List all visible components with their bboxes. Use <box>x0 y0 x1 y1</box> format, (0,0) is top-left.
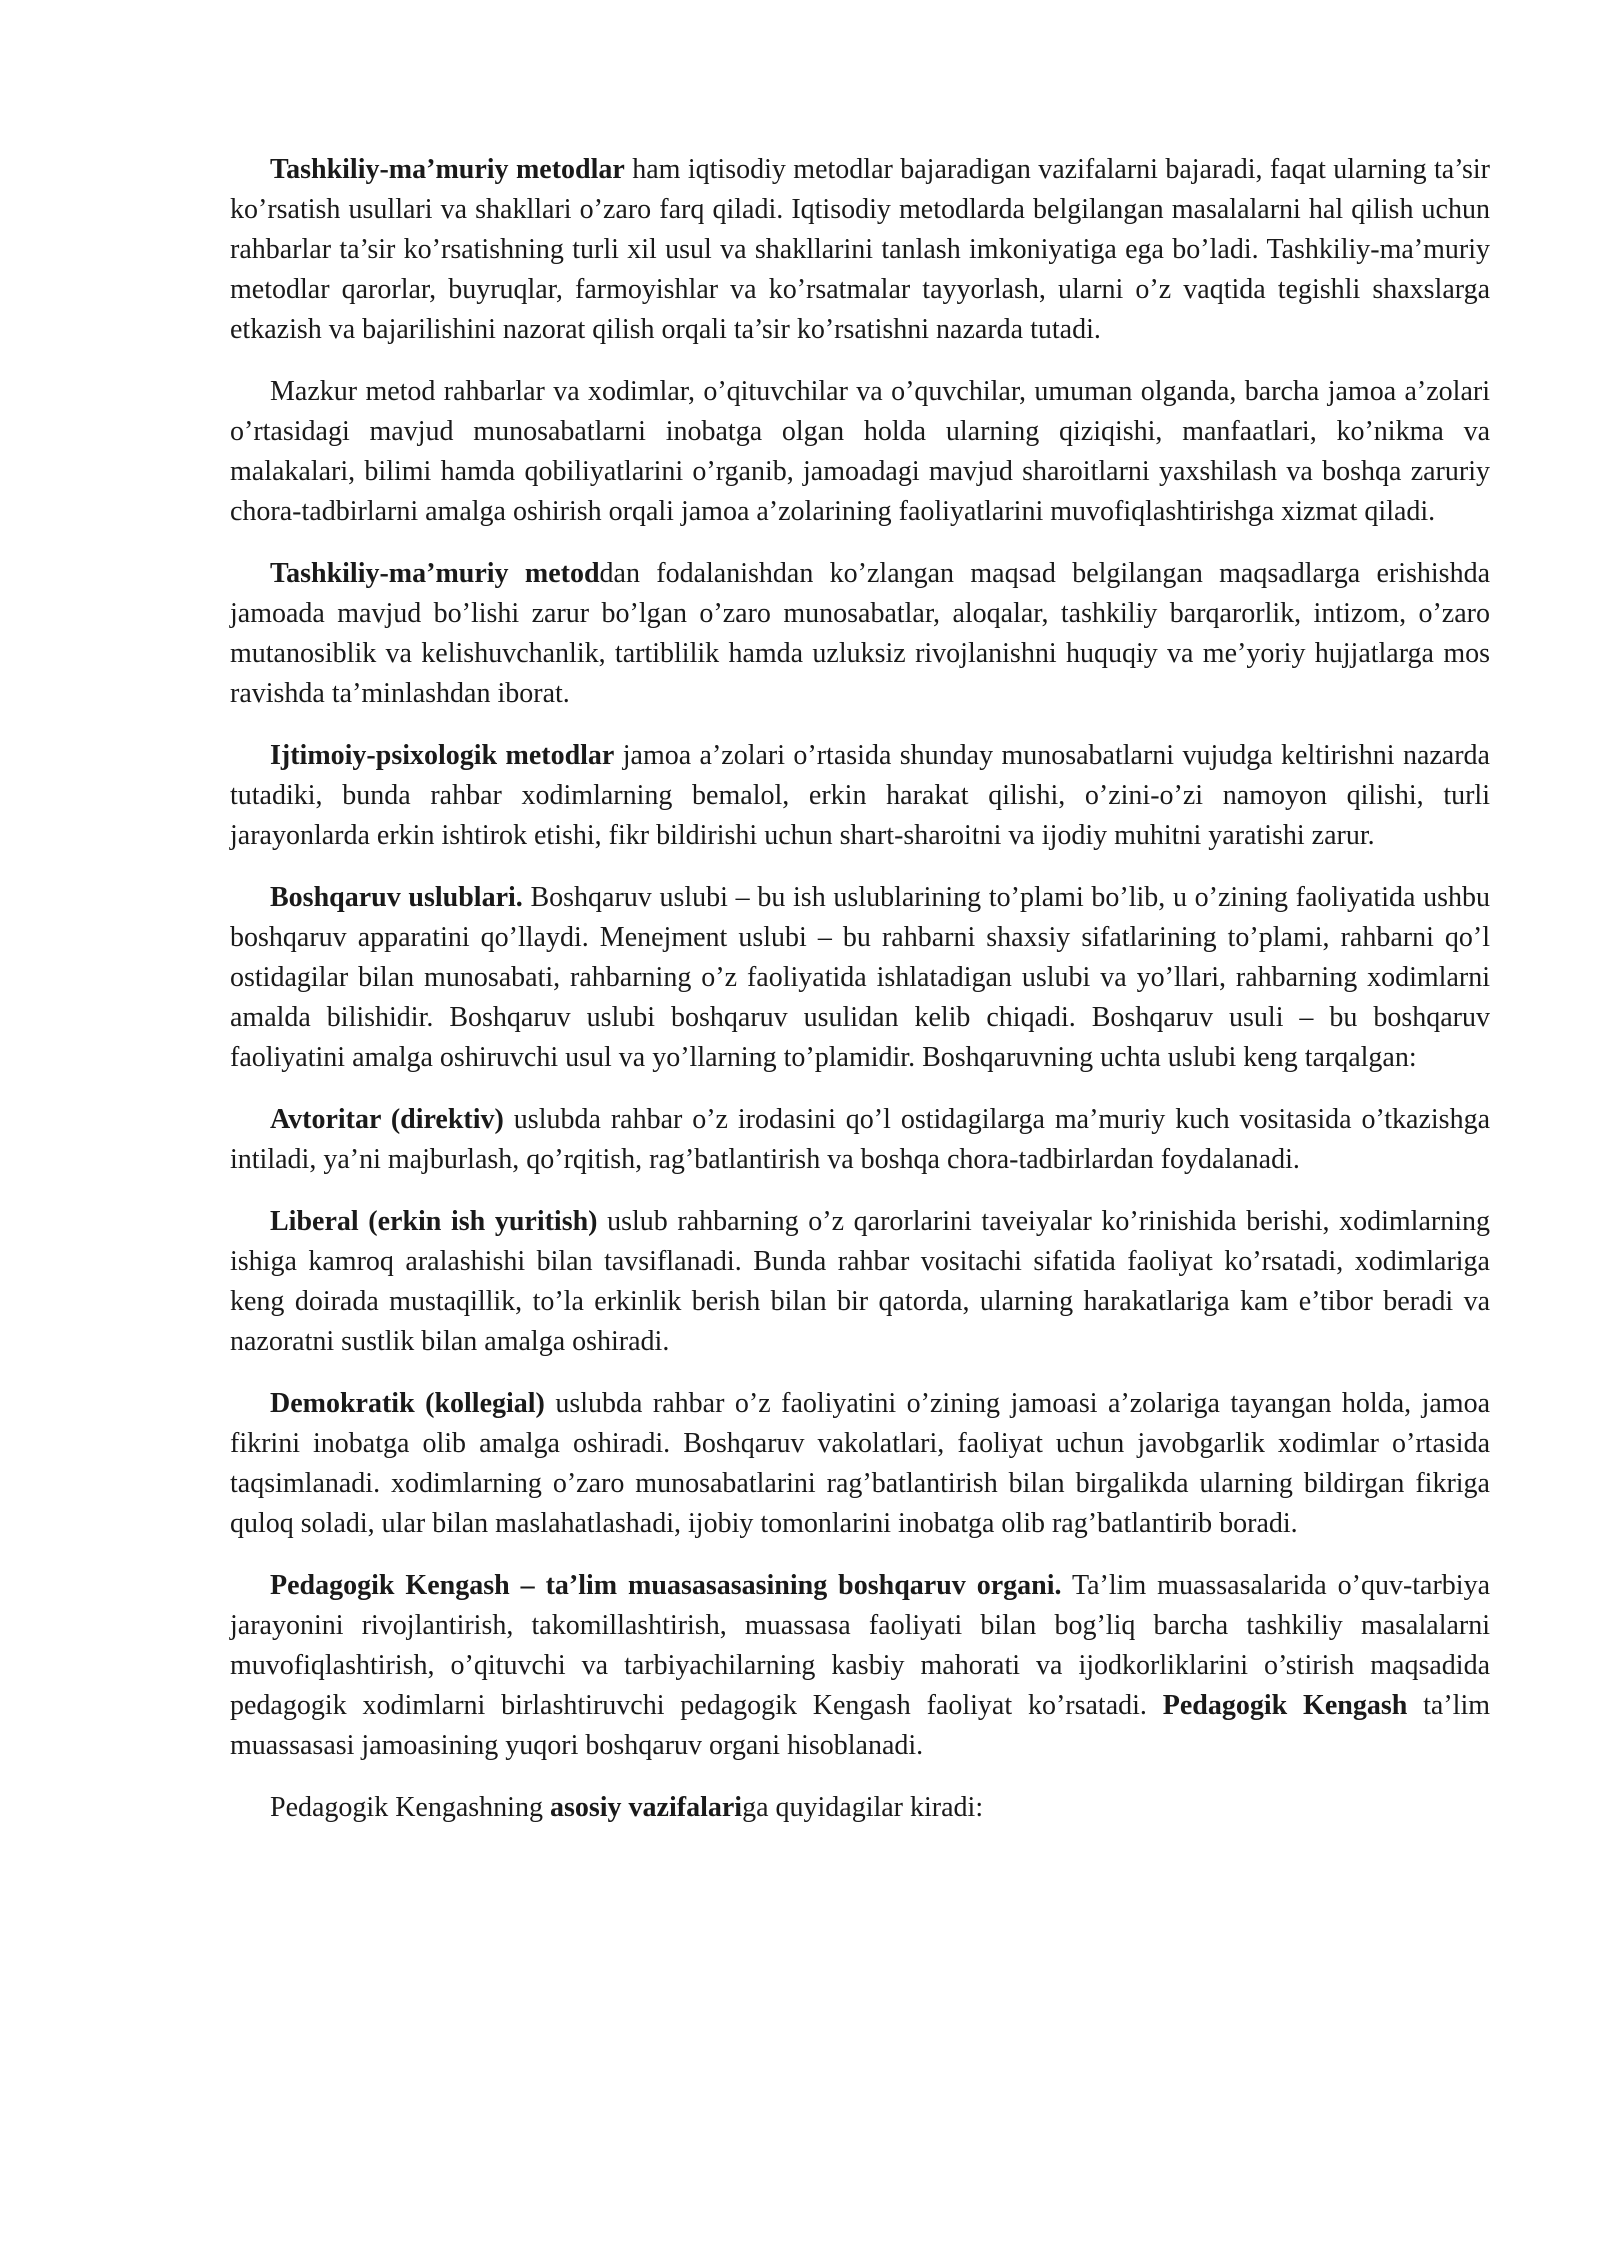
paragraph-mazkur-metod <box>230 372 1490 532</box>
paragraph-asosiy-vazifalari <box>230 1788 1490 1828</box>
paragraph-text: ham iqtisodiy metodlar bajaradigan vazifalarni bajaradi, faqat ularning ta’sir ko’rsatish usullari va shakllari o’zaro farq qiladi. Iqtisodiy metodlarda belgilangan masalalarni hal qilish uchun rahbarlar ta’sir ko’rsatishning turli xil usul va shakllarini tanlash imkoniyatiga ega bo’ladi. Tashkiliy-ma’muriy metodlar qarorlar, buyruqlar, farmoyishlar va ko’rsatmalar tayyorlash, ularni o’z vaqtida tegishli shaxslarga etkazish va bajarilishini nazorat qilish orqali ta’sir ko’rsatishni nazarda tutadi. <box>230 154 1491 345</box>
paragraph-text: ta’lim muassasasi jamoasining yuqori boshqaruv organi hisoblanadi. <box>230 1690 1491 1761</box>
paragraph-tashkiliy-mamuriy-metodlar <box>230 150 1490 350</box>
bold-term: asosiy vazifalari <box>549 1792 743 1823</box>
paragraph-text: dan fodalanishdan ko’zlangan maqsad belgilangan maqsadlarga erishishda jamoada mavjud bo’lishi zarur bo’lgan o’zaro munosabatlar, aloqalar, tashkiliy barqarorlik, intizom, o’zaro mutanosiblik va kelishuvchanlik, tartiblilik hamda uzluksiz rivojlanishni huquqiy va me’yoriy hujjatlarga mos ravishda ta’minlashdan iborat. <box>230 558 1490 709</box>
bold-term: Pedagogik Kengash <box>1162 1690 1408 1721</box>
bold-term: Tashkiliy-ma’muriy metod <box>270 558 600 589</box>
bold-term: Boshqaruv uslublari. <box>270 882 523 913</box>
bold-term: Pedagogik Kengash – ta’lim muasasasasining boshqaruv organi. <box>270 1570 1062 1601</box>
paragraph-text: uslubda rahbar o’z irodasini qo’l ostidagilarga ma’muriy kuch vositasida o’tkazishga intiladi, ya’ni majburlash, qo’rqitish, rag’batlantirish va boshqa chora-tadbirlardan foydalanadi. <box>230 1104 1491 1175</box>
paragraph-demokratik <box>230 1384 1490 1544</box>
paragraph-text: Boshqaruv uslubi – bu ish uslublarining to’plami bo’lib, u o’zining faoliyatida ushbu boshqaruv apparatini qo’llaydi. Menejment uslubi – bu rahbarni shaxsiy sifatlarining to’plami, rahbarni qo’l ostidagilar bilan munosabati, rahbarning o’z faoliyatida ishlatadigan uslubi va yo’llari, rahbarning xodimlarni amalda bilishidir. Boshqaruv uslubi boshqaruv usulidan kelib chiqadi. Boshqaruv usuli – bu boshqaruv faoliyatini amalga oshiruvchi usul va yo’llarning to’plamidir. Boshqaruvning uchta uslubi keng tarqalgan: <box>230 882 1490 1073</box>
bold-term: Tashkiliy-ma’muriy metodlar <box>270 154 625 185</box>
paragraph-text: uslubda rahbar o’z faoliyatini o’zining jamoasi a’zolariga tayangan holda, jamoa fikrini inobatga olib amalga oshiradi. Boshqaruv vakolatlari, faoliyat uchun javobgarlik xodimlar o’rtasida taqsimlanadi. xodimlarning o’zaro munosabatlarini rag’batlantirish bilan birgalikda ularning bildirgan fikriga quloq soladi, ular bilan maslahatlashadi, ijobiy tomonlarini inobatga olib rag’batlantirib boradi. <box>230 1388 1491 1539</box>
bold-term: Avtoritar (direktiv) <box>270 1104 504 1135</box>
paragraph-text: jamoa a’zolari o’rtasida shunday munosabatlarni vujudga keltirishni nazarda tutadiki, bunda rahbar xodimlarning bemalol, erkin harakat qilishi, o’zini-o’zi namoyon qilishi, turli jarayonlarda erkin ishtirok etishi, fikr bildirishi uchun shart-sharoitni va ijodiy muhitni yaratishi zarur. <box>230 740 1490 851</box>
bold-term: Ijtimoiy-psixologik metodlar <box>270 740 615 771</box>
paragraph-text: ga quyidagilar kiradi: <box>742 1792 984 1823</box>
paragraph-pedagogik-kengash <box>230 1566 1490 1766</box>
paragraph-tashkiliy-mamuriy-metod <box>230 554 1490 714</box>
paragraph-liberal <box>230 1202 1490 1362</box>
paragraph-ijtimoiy-psixologik-metodlar <box>230 736 1490 856</box>
paragraph-text: Pedagogik Kengashning <box>270 1792 550 1823</box>
paragraph-text: uslub rahbarning o’z qarorlarini taveiyalar ko’rinishida berishi, xodimlarning ishiga kamroq aralashishi bilan tavsiflanadi. Bunda rahbar vositachi sifatida faoliyat ko’rsatadi, xodimlariga keng doirada mustaqillik, to’la erkinlik berish bilan bir qatorda, ularning harakatlariga kam e’tibor beradi va nazoratni sustlik bilan amalga oshiradi. <box>230 1206 1490 1357</box>
bold-term: Liberal (erkin ish yuritish) <box>270 1206 598 1237</box>
paragraph-text: Mazkur metod rahbarlar va xodimlar, o’qituvchilar va o’quvchilar, umuman olganda, barcha jamoa a’zolari o’rtasidagi mavjud munosabatlarni inobatga olgan holda ularning qiziqishi, manfaatlari, ko’nikma va malakalari, bilimi hamda qobiliyatlarini o’rganib, jamoadagi mavjud sharoitlarni yaxshilash va boshqa zaruriy chora-tadbirlarni amalga oshirish orqali jamoa a’zolarining faoliyatlarini muvofiqlashtirishga xizmat qiladi. <box>230 376 1490 527</box>
bold-term: Demokratik (kollegial) <box>270 1388 545 1419</box>
document-page <box>230 150 1490 1850</box>
paragraph-boshqaruv-uslublari <box>230 878 1490 1078</box>
paragraph-text: Ta’lim muassasalarida o’quv-tarbiya jarayonini rivojlantirish, takomillashtirish, muassasa faoliyati bilan bog’liq barcha tashkiliy masalalarni muvofiqlashtirish, o’qituvchi va tarbiyachilarning kasbiy mahorati va ijodkorliklarini o’stirish maqsadida pedagogik xodimlarni birlashtiruvchi pedagogik Kengash faoliyat ko’rsatadi. <box>230 1570 1490 1721</box>
paragraph-avtoritar <box>230 1100 1490 1180</box>
